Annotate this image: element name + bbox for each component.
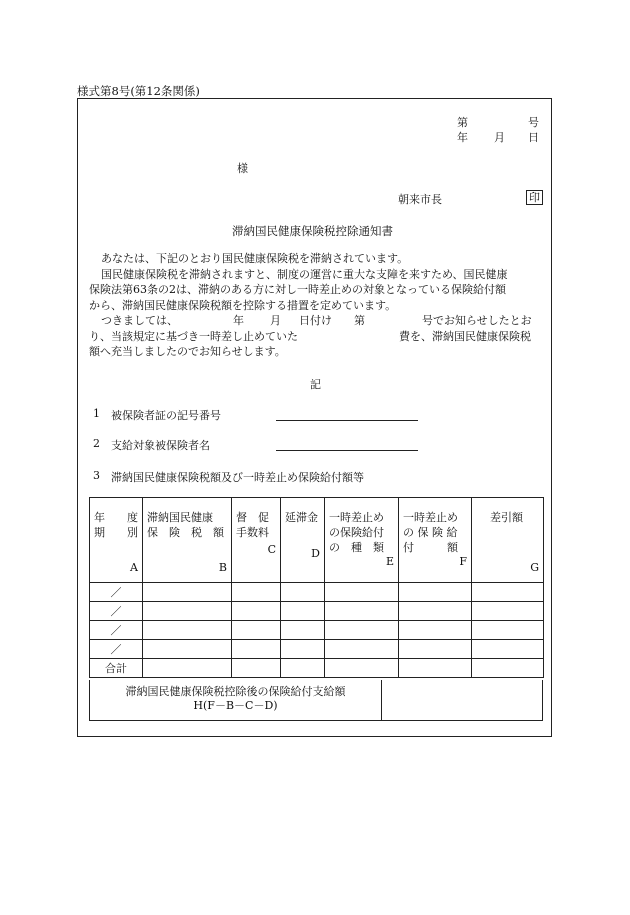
cell-delinquent-tax[interactable] (143, 640, 232, 659)
date-day: 日 (528, 131, 539, 144)
item-2-number: 2 (93, 437, 100, 450)
number-prefix: 第 (457, 116, 468, 129)
para2-line-2: 保険法第63条の2は、滞納のある方に対し一時差止めの対象となっている保険給付額 (89, 283, 506, 296)
item-1-label: 被保険者証の記号番号 (111, 409, 221, 422)
cell-benefit-amount[interactable] (399, 602, 472, 621)
total-delinquent-tax[interactable] (143, 659, 232, 678)
cell-late-charge[interactable] (281, 602, 325, 621)
para3-text-a: つきましては、 (101, 314, 178, 327)
para2-line-3: から、滞納国民健康保険税額を控除する措置を定めています。 (89, 298, 397, 312)
header-benefit-amount: 一時差止め の 保 険 給 付 額 F (399, 498, 472, 583)
cell-delinquent-tax[interactable] (143, 621, 232, 640)
para3-line-1 (89, 313, 541, 329)
table-total-row (90, 659, 544, 678)
form-number-label: 様式第8号(第12条関係) (77, 84, 200, 98)
cell-demand-fee[interactable] (232, 640, 281, 659)
cell-demand-fee[interactable] (232, 621, 281, 640)
seal-mark (526, 190, 543, 205)
cell-benefit-amount[interactable] (399, 621, 472, 640)
cell-demand-fee[interactable] (232, 583, 281, 602)
item-3-number: 3 (93, 469, 100, 482)
header-late-charge: 延滞金 D (281, 498, 325, 583)
para3-number-prefix: 第 (354, 314, 365, 327)
cell-benefit-type[interactable] (325, 583, 399, 602)
row-period-mark: ／ (90, 621, 143, 640)
net-benefit-summary-row (89, 680, 543, 721)
para3-line-2 (89, 329, 541, 345)
addressee-suffix: 様 (237, 162, 248, 175)
para2-line-1: 国民健康保険税を滞納されますと、制度の運営に重大な支障を来すため、国民健康 (101, 267, 508, 281)
table-row (90, 602, 544, 621)
header-fiscal-year: 年 度 期 別 A (90, 498, 143, 583)
total-benefit-type[interactable] (325, 659, 399, 678)
para3-line2-a: り、当該規定に基づき一時差し止めていた (89, 329, 298, 343)
header-delinquent-tax: 滞納国民健康 保 険 税 額 B (143, 498, 232, 583)
para3-month: 月 (270, 314, 281, 327)
para3-line-3: 額へ充当しましたのでお知らせします。 (89, 345, 286, 358)
total-benefit-amount[interactable] (399, 659, 472, 678)
amounts-table (89, 497, 544, 678)
table-row (90, 640, 544, 659)
body-paragraph-2 (89, 267, 541, 314)
item-2-label: 支給対象被保険者名 (111, 439, 210, 452)
cell-late-charge[interactable] (281, 640, 325, 659)
item-2-field (276, 438, 418, 451)
para3-line2-b: 費を、滞納国民健康保険税 (399, 329, 531, 343)
item-1-number: 1 (93, 407, 100, 420)
seal-text: 印 (526, 190, 543, 205)
summary-divider (381, 680, 382, 720)
table-header-row (90, 498, 544, 583)
net-benefit-label (90, 685, 381, 713)
para3-text-f: 号でお知らせしたとお (422, 314, 532, 327)
item-1-field (276, 408, 418, 421)
row-period-mark: ／ (90, 602, 143, 621)
table-row (90, 583, 544, 602)
cell-demand-fee[interactable] (232, 602, 281, 621)
date-month: 月 (494, 131, 505, 144)
cell-late-charge[interactable] (281, 621, 325, 640)
cell-benefit-amount[interactable] (399, 583, 472, 602)
header-difference: 差引額 G (472, 498, 544, 583)
total-late-charge[interactable] (281, 659, 325, 678)
cell-delinquent-tax[interactable] (143, 583, 232, 602)
cell-benefit-type[interactable] (325, 602, 399, 621)
total-demand-fee[interactable] (232, 659, 281, 678)
net-benefit-label-line-1: 滞納国民健康保険税控除後の保険給付支給額 (125, 685, 346, 698)
row-period-mark: ／ (90, 583, 143, 602)
total-label: 合計 (90, 659, 143, 678)
body-line-1: あなたは、下記のとおり国民健康保険税を滞納されています。 (101, 252, 409, 265)
issuer-name: 朝来市長 (398, 193, 442, 206)
ki-heading: 記 (310, 378, 321, 391)
number-suffix: 号 (528, 116, 539, 129)
cell-difference[interactable] (472, 583, 544, 602)
cell-benefit-amount[interactable] (399, 640, 472, 659)
para3-date-suffix: 日付け (299, 314, 332, 327)
item-3-label: 滞納国民健康保険税額及び一時差止め保険給付額等 (111, 471, 364, 484)
para3-year: 年 (233, 314, 244, 327)
cell-difference[interactable] (472, 640, 544, 659)
cell-benefit-type[interactable] (325, 621, 399, 640)
document-title: 滞納国民健康保険税控除通知書 (232, 224, 393, 238)
cell-difference[interactable] (472, 602, 544, 621)
cell-delinquent-tax[interactable] (143, 602, 232, 621)
row-period-mark: ／ (90, 640, 143, 659)
body-paragraph-3 (89, 313, 541, 360)
cell-benefit-type[interactable] (325, 640, 399, 659)
cell-late-charge[interactable] (281, 583, 325, 602)
table-row (90, 621, 544, 640)
date-year: 年 (457, 131, 468, 144)
cell-difference[interactable] (472, 621, 544, 640)
net-benefit-formula: H(F－B－C－D) (193, 699, 278, 712)
header-benefit-type: 一時差止め の保険給付 の 種 類 E (325, 498, 399, 583)
header-demand-fee: 督 促 手数料 C (232, 498, 281, 583)
total-difference[interactable] (472, 659, 544, 678)
